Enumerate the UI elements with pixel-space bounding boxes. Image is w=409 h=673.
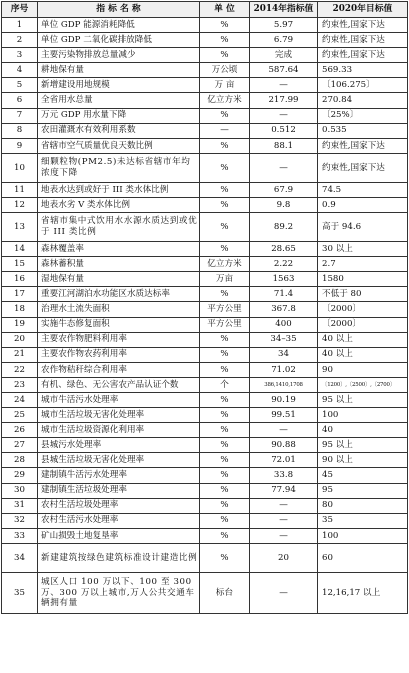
cell-unit: % — [200, 138, 250, 153]
cell-no: 3 — [2, 48, 38, 63]
cell-name: 县城污水处理率 — [38, 438, 200, 453]
cell-no: 5 — [2, 78, 38, 93]
cell-name: 城区人口 100 万以下、100 至 300 万、300 万以上城市,万人公共交通车辆拥有量 — [38, 572, 200, 613]
cell-value-2014: 367.8 — [250, 302, 318, 317]
cell-no: 26 — [2, 423, 38, 438]
cell-unit: — — [200, 123, 250, 138]
cell-target-2020: 12,16,17 以上 — [318, 572, 408, 613]
table-row — [2, 513, 408, 528]
table-row — [2, 543, 408, 572]
cell-target-2020: 74.5 — [318, 182, 408, 197]
cell-no: 33 — [2, 528, 38, 543]
cell-value-2014: 9.8 — [250, 197, 318, 212]
cell-value-2014: — — [250, 78, 318, 93]
cell-no: 20 — [2, 332, 38, 347]
cell-name: 城市生活垃圾资源化利用率 — [38, 423, 200, 438]
table-row — [2, 483, 408, 498]
cell-unit: % — [200, 423, 250, 438]
cell-target-2020: 不低于 80 — [318, 287, 408, 302]
cell-target-2020: 〔1200〕,〔2500〕,〔2700〕 — [318, 377, 408, 392]
cell-no: 19 — [2, 317, 38, 332]
cell-name: 主要污染物排放总量减少 — [38, 48, 200, 63]
cell-no: 14 — [2, 242, 38, 257]
cell-unit: % — [200, 513, 250, 528]
cell-target-2020: 约束性,国家下达 — [318, 138, 408, 153]
cell-no: 16 — [2, 272, 38, 287]
table-row — [2, 317, 408, 332]
cell-no: 18 — [2, 302, 38, 317]
header-unit: 单 位 — [200, 2, 250, 18]
cell-target-2020: 〔2000〕 — [318, 302, 408, 317]
table-row — [2, 257, 408, 272]
cell-target-2020: 30 以上 — [318, 242, 408, 257]
table-row — [2, 302, 408, 317]
cell-unit: 平方公里 — [200, 317, 250, 332]
cell-value-2014: 67.9 — [250, 182, 318, 197]
cell-no: 4 — [2, 63, 38, 78]
cell-no: 22 — [2, 362, 38, 377]
cell-unit: 亿立方米 — [200, 93, 250, 108]
cell-name: 主要农作物农药利用率 — [38, 347, 200, 362]
cell-target-2020: 40 — [318, 423, 408, 438]
cell-unit: % — [200, 287, 250, 302]
cell-target-2020: 〔2000〕 — [318, 317, 408, 332]
cell-target-2020: 100 — [318, 408, 408, 423]
cell-target-2020: 90 以上 — [318, 453, 408, 468]
table-row — [2, 498, 408, 513]
cell-target-2020: 约束性,国家下达 — [318, 48, 408, 63]
cell-unit: % — [200, 33, 250, 48]
cell-unit: 万亩 — [200, 272, 250, 287]
cell-no: 17 — [2, 287, 38, 302]
cell-value-2014: — — [250, 572, 318, 613]
cell-value-2014: — — [250, 423, 318, 438]
cell-name: 湿地保有量 — [38, 272, 200, 287]
cell-no: 35 — [2, 572, 38, 613]
cell-target-2020: 〔106.275〕 — [318, 78, 408, 93]
table-row — [2, 377, 408, 392]
cell-unit: % — [200, 332, 250, 347]
table-row — [2, 332, 408, 347]
cell-no: 7 — [2, 108, 38, 123]
table-row — [2, 78, 408, 93]
cell-unit: % — [200, 468, 250, 483]
cell-target-2020: 0.535 — [318, 123, 408, 138]
cell-target-2020: 270.84 — [318, 93, 408, 108]
table-row — [2, 468, 408, 483]
cell-target-2020: 35 — [318, 513, 408, 528]
cell-target-2020: 45 — [318, 468, 408, 483]
cell-name: 矿山损毁土地复垦率 — [38, 528, 200, 543]
table-row — [2, 63, 408, 78]
cell-value-2014: 90.19 — [250, 392, 318, 407]
cell-no: 23 — [2, 377, 38, 392]
cell-no: 24 — [2, 392, 38, 407]
cell-value-2014: — — [250, 498, 318, 513]
cell-name: 有机、绿色、无公害农产品认证个数 — [38, 377, 200, 392]
cell-target-2020: 高于 94.6 — [318, 213, 408, 242]
cell-unit: 万公顷 — [200, 63, 250, 78]
cell-target-2020: 2.7 — [318, 257, 408, 272]
cell-unit: % — [200, 213, 250, 242]
cell-target-2020: 95 以上 — [318, 392, 408, 407]
cell-target-2020: 约束性,国家下达 — [318, 18, 408, 33]
cell-name: 森林覆盖率 — [38, 242, 200, 257]
cell-target-2020: 90 — [318, 362, 408, 377]
table-row — [2, 18, 408, 33]
table-row — [2, 572, 408, 613]
table-row — [2, 392, 408, 407]
table-row — [2, 197, 408, 212]
cell-target-2020: 569.33 — [318, 63, 408, 78]
table-row — [2, 408, 408, 423]
cell-name: 农村生活垃圾处理率 — [38, 498, 200, 513]
cell-no: 8 — [2, 123, 38, 138]
table-row — [2, 108, 408, 123]
cell-no: 28 — [2, 453, 38, 468]
cell-no: 32 — [2, 513, 38, 528]
cell-unit: % — [200, 18, 250, 33]
cell-name: 治理水土流失面积 — [38, 302, 200, 317]
table-row — [2, 48, 408, 63]
cell-value-2014: 6.79 — [250, 33, 318, 48]
cell-name: 全省用水总量 — [38, 93, 200, 108]
cell-name: 建制镇生活垃圾处理率 — [38, 483, 200, 498]
table-row — [2, 528, 408, 543]
cell-name: 主要农作物肥料利用率 — [38, 332, 200, 347]
cell-unit: 标台 — [200, 572, 250, 613]
cell-value-2014: 20 — [250, 543, 318, 572]
cell-no: 6 — [2, 93, 38, 108]
cell-name: 地表水劣 V 类水体比例 — [38, 197, 200, 212]
cell-target-2020: 95 以上 — [318, 438, 408, 453]
cell-unit: % — [200, 408, 250, 423]
cell-unit: 个 — [200, 377, 250, 392]
cell-name: 单位 GDP 能源消耗降低 — [38, 18, 200, 33]
cell-name: 城市生活垃圾无害化处理率 — [38, 408, 200, 423]
cell-unit: % — [200, 392, 250, 407]
cell-unit: % — [200, 48, 250, 63]
cell-value-2014: 88.1 — [250, 138, 318, 153]
header-target-2020: 2020年目标值 — [318, 2, 408, 18]
cell-target-2020: 95 — [318, 483, 408, 498]
cell-unit: 亿立方米 — [200, 257, 250, 272]
table-row — [2, 33, 408, 48]
indicator-table — [1, 1, 408, 614]
cell-no: 15 — [2, 257, 38, 272]
cell-name: 省辖市空气质量优良天数比例 — [38, 138, 200, 153]
table-header-row — [2, 2, 408, 18]
cell-value-2014: 71.4 — [250, 287, 318, 302]
cell-no: 12 — [2, 197, 38, 212]
table-row — [2, 423, 408, 438]
cell-value-2014: 34 — [250, 347, 318, 362]
header-no: 序号 — [2, 2, 38, 18]
cell-target-2020: 0.9 — [318, 197, 408, 212]
cell-unit: 平方公里 — [200, 302, 250, 317]
cell-unit: % — [200, 347, 250, 362]
cell-name: 省辖市集中式饮用水水源水质达到或优于 III 类比例 — [38, 213, 200, 242]
cell-target-2020: 60 — [318, 543, 408, 572]
table-row — [2, 93, 408, 108]
cell-unit: % — [200, 543, 250, 572]
cell-target-2020: 40 以上 — [318, 347, 408, 362]
cell-unit: % — [200, 483, 250, 498]
cell-no: 34 — [2, 543, 38, 572]
table-body — [2, 18, 408, 614]
cell-unit: % — [200, 528, 250, 543]
cell-name: 农作物秸秆综合利用率 — [38, 362, 200, 377]
cell-unit: % — [200, 108, 250, 123]
cell-name: 细颗粒物(PM2.5)未达标省辖市年均浓度下降 — [38, 153, 200, 182]
cell-no: 30 — [2, 483, 38, 498]
cell-name: 农田灌溉水有效利用系数 — [38, 123, 200, 138]
cell-name: 城市牛活污水处理率 — [38, 392, 200, 407]
cell-value-2014: — — [250, 108, 318, 123]
cell-unit: % — [200, 182, 250, 197]
cell-no: 25 — [2, 408, 38, 423]
cell-value-2014: 77.94 — [250, 483, 318, 498]
cell-unit: % — [200, 453, 250, 468]
cell-name: 万元 GDP 用水量下降 — [38, 108, 200, 123]
cell-value-2014: 28.65 — [250, 242, 318, 257]
cell-name: 森林蓄积量 — [38, 257, 200, 272]
cell-unit: % — [200, 498, 250, 513]
cell-value-2014: 587.64 — [250, 63, 318, 78]
table-row — [2, 153, 408, 182]
cell-value-2014: — — [250, 528, 318, 543]
cell-name: 耕地保有量 — [38, 63, 200, 78]
cell-value-2014: 5.97 — [250, 18, 318, 33]
cell-value-2014: 72.01 — [250, 453, 318, 468]
header-name: 指 标 名 称 — [38, 2, 200, 18]
cell-name: 重要江河湖泊水功能区水质达标率 — [38, 287, 200, 302]
cell-name: 地表水达到或好于 III 类水体比例 — [38, 182, 200, 197]
cell-no: 9 — [2, 138, 38, 153]
cell-target-2020: 约束性,国家下达 — [318, 153, 408, 182]
table-row — [2, 272, 408, 287]
cell-value-2014: 386,1410,1708 — [250, 377, 318, 392]
table-row — [2, 438, 408, 453]
table-row — [2, 242, 408, 257]
cell-value-2014: 400 — [250, 317, 318, 332]
cell-name: 县城生活垃圾无害化处理率 — [38, 453, 200, 468]
cell-no: 21 — [2, 347, 38, 362]
cell-value-2014: 完成 — [250, 48, 318, 63]
cell-value-2014: 90.88 — [250, 438, 318, 453]
table-row — [2, 182, 408, 197]
header-value-2014: 2014年指标值 — [250, 2, 318, 18]
cell-no: 2 — [2, 33, 38, 48]
cell-target-2020: 〔25%〕 — [318, 108, 408, 123]
cell-unit: 万 亩 — [200, 78, 250, 93]
cell-name: 单位 GDP 二氧化碳排放降低 — [38, 33, 200, 48]
cell-target-2020: 约束性,国家下达 — [318, 33, 408, 48]
cell-unit: % — [200, 438, 250, 453]
cell-name: 新增建设用地规模 — [38, 78, 200, 93]
cell-no: 1 — [2, 18, 38, 33]
cell-target-2020: 40 以上 — [318, 332, 408, 347]
cell-name: 农村生活污水处理率 — [38, 513, 200, 528]
cell-no: 29 — [2, 468, 38, 483]
cell-value-2014: 33.8 — [250, 468, 318, 483]
cell-no: 13 — [2, 213, 38, 242]
cell-value-2014: 99.51 — [250, 408, 318, 423]
cell-value-2014: 89.2 — [250, 213, 318, 242]
cell-value-2014: 34–35 — [250, 332, 318, 347]
cell-name: 实施牛态修复面积 — [38, 317, 200, 332]
cell-no: 27 — [2, 438, 38, 453]
cell-target-2020: 1580 — [318, 272, 408, 287]
cell-unit: % — [200, 153, 250, 182]
cell-unit: % — [200, 362, 250, 377]
cell-unit: % — [200, 197, 250, 212]
cell-value-2014: 0.512 — [250, 123, 318, 138]
cell-value-2014: 2.22 — [250, 257, 318, 272]
table-row — [2, 213, 408, 242]
cell-target-2020: 80 — [318, 498, 408, 513]
indicator-table-container — [1, 1, 407, 614]
cell-no: 10 — [2, 153, 38, 182]
cell-name: 建制镇牛活污水处理率 — [38, 468, 200, 483]
table-row — [2, 287, 408, 302]
cell-unit: % — [200, 242, 250, 257]
cell-value-2014: 217.99 — [250, 93, 318, 108]
table-row — [2, 362, 408, 377]
cell-no: 11 — [2, 182, 38, 197]
table-row — [2, 138, 408, 153]
cell-name: 新建建筑按绿色建筑标准设计建造比例 — [38, 543, 200, 572]
table-row — [2, 123, 408, 138]
cell-value-2014: 71.02 — [250, 362, 318, 377]
cell-value-2014: — — [250, 513, 318, 528]
table-row — [2, 347, 408, 362]
table-row — [2, 453, 408, 468]
cell-no: 31 — [2, 498, 38, 513]
cell-value-2014: 1563 — [250, 272, 318, 287]
cell-value-2014: — — [250, 153, 318, 182]
cell-target-2020: 100 — [318, 528, 408, 543]
